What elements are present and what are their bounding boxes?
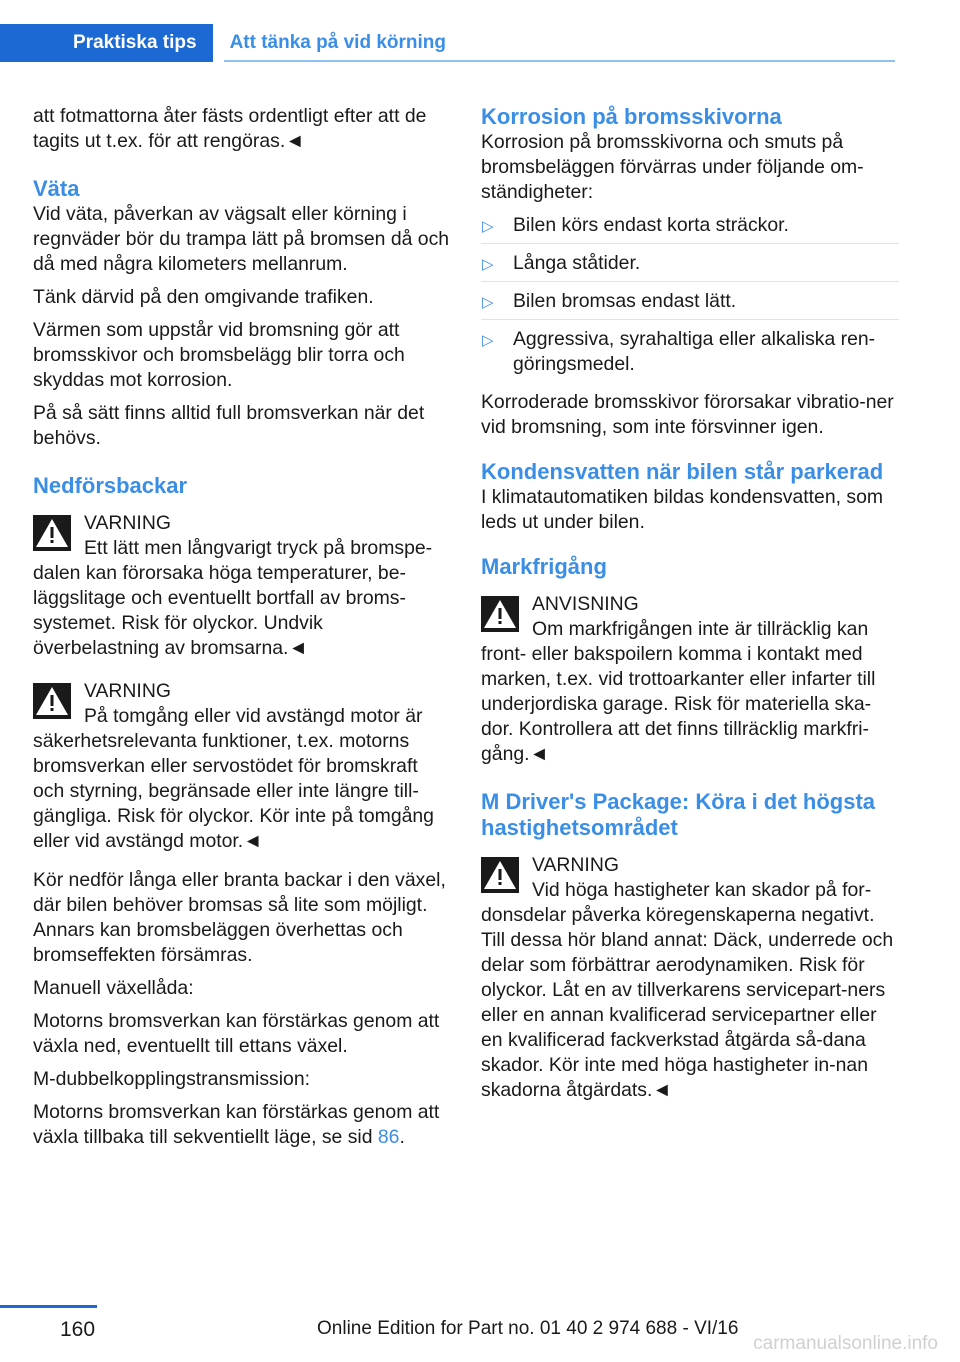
nedforsbackar-paragraph-3: Motorns bromsverkan kan förstärkas genom att växla ned, eventuellt till ettans växel. (33, 1010, 440, 1057)
warning-first-line: Ett lätt men långvarigt tryck på bromspe- (84, 537, 433, 559)
korrosion-paragraph-2: Korroderade bromsskivor förorsakar vibratio-ner vid bromsning, som inte försvinner igen. (481, 391, 894, 438)
notice-first-line: Om markfrigången inte är tillräcklig kan (532, 618, 869, 640)
page-number: 160 (60, 1318, 96, 1341)
vata-paragraph-3: Värmen som uppstår vid bromsning gör att bromsskivor och bromsbelägg blir torra och skyddas mot korrosion. (33, 319, 405, 391)
warning-title: VARNING (532, 854, 619, 876)
heading-nedforsbackar: Nedförsbackar (33, 473, 188, 498)
nedforsbackar-paragraph-4: M-dubbelkopplingstransmission: (33, 1068, 310, 1090)
warning-first-line: På tomgång eller vid avstängd motor är (84, 705, 423, 727)
heading-m-drivers-package: M Driver's Package: Köra i det högsta hastighetsområdet (481, 789, 876, 840)
heading-korrosion: Korrosion på bromsskivorna (481, 104, 782, 129)
warning-triangle-icon (33, 683, 71, 719)
page-number-rule (0, 1305, 97, 1308)
bullet-triangle-icon: ▷ (482, 256, 494, 273)
heading-markfrigang: Markfrigång (481, 554, 607, 579)
nedforsbackar-paragraph-1: Kör nedför långa eller branta backar i den växel, där bilen behöver bromsas så lite som möjligt. Annars kan bromsbeläggen överhettas och bromseffekten försämras. (33, 869, 446, 966)
intro-paragraph: att fotmattorna åter fästs ordentligt efter att de tagits ut t.ex. för att rengöras.◄ (33, 105, 427, 152)
warning-title: VARNING (84, 512, 171, 534)
kondensvatten-paragraph: I klimatautomatiken bildas kondensvatten, som leds ut under bilen. (481, 486, 884, 533)
left-column (33, 104, 451, 1158)
bullet-triangle-icon: ▷ (482, 294, 494, 311)
korrosion-paragraph-1: Korrosion på bromsskivorna och smuts på bromsbeläggen förvärras under följande om-ständigheter: (481, 131, 864, 203)
heading-kondensvatten: Kondensvatten när bilen står parkerad (481, 459, 884, 484)
warning-block-1 (33, 511, 451, 661)
list-item: ▷ Långa ståtider. (481, 251, 899, 282)
warning-triangle-icon (33, 515, 71, 551)
vata-paragraph-4: På så sätt finns alltid full bromsverkan när det behövs. (33, 402, 425, 449)
list-item: ▷ Aggressiva, syrahaltiga eller alkaliska ren-göringsmedel. (482, 328, 876, 375)
list-item: ▷ Bilen bromsas endast lätt. (481, 289, 899, 320)
warning-text: dalen kan förorsaka höga temperaturer, be-läggslitage och eventuellt bortfall av broms-systemet. Risk för olyckor. Undvik överbelastning av bromsarna.◄ (33, 562, 406, 659)
right-column (481, 104, 899, 1111)
warning-text: säkerhetsrelevanta funktioner, t.ex. motorns bromsverkan eller servostödet för bromskraft och styrning, begränsade eller inte längre till-gängliga. Risk för olyckor. Kör inte på tomgång eller vid avstängd motor.◄ (33, 730, 434, 852)
page-ref-end: . (399, 1126, 405, 1148)
notice-text: front- eller bakspoilern komma i kontakt med marken, t.ex. vid trottoarkanter eller infarter till underjordiska garage. Risk för materiella ska-dor. Kontrollera att det finns tillräcklig markfri-gång.◄ (481, 643, 876, 765)
bullet-triangle-icon: ▷ (482, 218, 494, 235)
warning-text: donsdelar påverka köregenskaperna negativt. Till dessa hör bland annat: Däck, underrede och delar som förbättrar aerodynamiken. Risk för olyckor. Låt en av tillverkarens servicepart-ners eller en annan kvalificerad servicepartner eller en kvalificerad fackverkstad åtgärda så-dana skador. Kör inte med höga hastigheter in-nan skadorna åtgärdats.◄ (481, 904, 894, 1101)
warning-triangle-icon (481, 596, 519, 632)
heading-vata: Väta (33, 176, 80, 201)
vata-paragraph-2: Tänk därvid på den omgivande trafiken. (33, 286, 374, 308)
notice-title: ANVISNING (532, 593, 639, 615)
korrosion-list (481, 213, 899, 383)
vata-paragraph-1: Vid väta, påverkan av vägsalt eller körning i regnväder bör du trampa lätt på bromsen då och då med några kilometers mellanrum. (33, 203, 450, 275)
warning-block-3 (481, 853, 899, 1103)
list-item: ▷ Bilen körs endast korta sträckor. (481, 213, 899, 244)
warning-block-2 (33, 679, 451, 854)
header-tabs (0, 24, 463, 62)
bullet-triangle-icon: ▷ (482, 332, 494, 349)
edition-text: Online Edition for Part no. 01 40 2 974 688 - VI/16 (317, 1318, 739, 1339)
warning-first-line: Vid höga hastigheter kan skador på for- (532, 879, 872, 901)
nedforsbackar-paragraph-5 (33, 1100, 451, 1150)
page-ref-link[interactable]: 86 (377, 1126, 400, 1148)
warning-title: VARNING (84, 680, 171, 702)
watermark: carmanualsonline.info (753, 1333, 938, 1354)
nedforsbackar-paragraph-2: Manuell växellåda: (33, 977, 194, 999)
notice-block (481, 592, 899, 767)
warning-triangle-icon (481, 857, 519, 893)
header-rule (224, 60, 895, 62)
tab-praktiska-tips[interactable]: Praktiska tips (0, 24, 213, 62)
tab-att-tanka-pa[interactable]: Att tänka på vid körning (229, 32, 446, 53)
page-ref-text: Motorns bromsverkan kan förstärkas genom att växla tillbaka till sekventiellt läge, se sid (33, 1101, 440, 1148)
